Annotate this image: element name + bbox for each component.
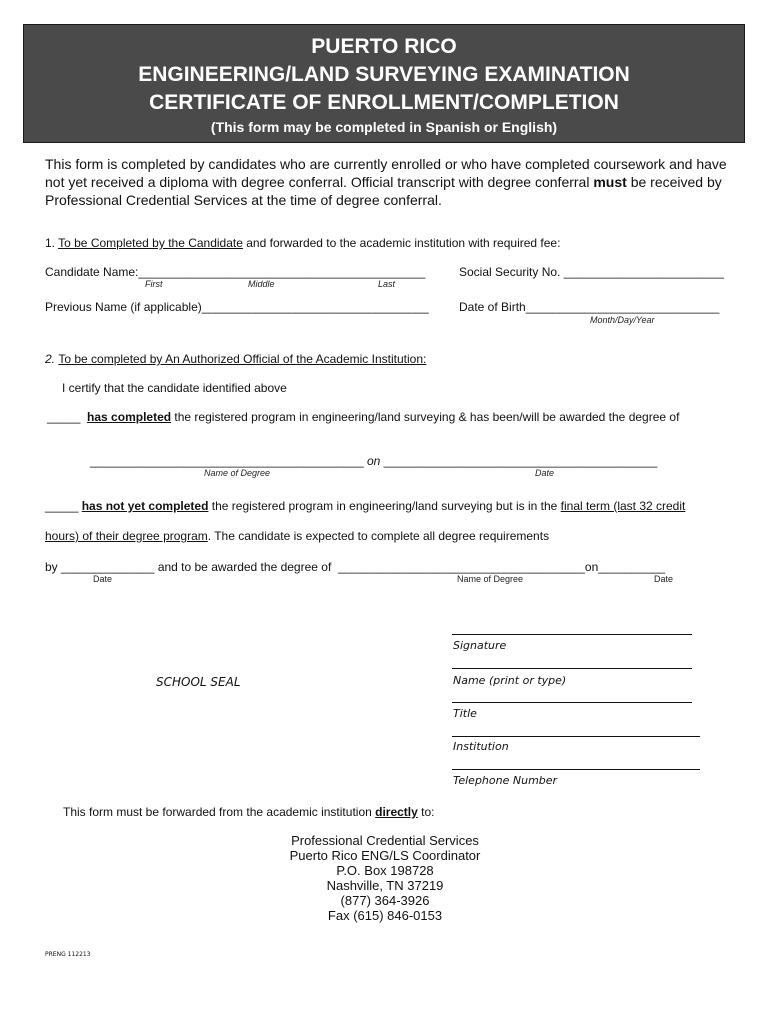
awarded-text: and to be awarded the degree of: [157, 560, 332, 574]
has-completed-label: has completed: [87, 410, 172, 424]
date-caption: Date: [535, 468, 555, 478]
not-yet-completed-label: has not yet completed: [81, 499, 209, 513]
previous-name-line[interactable]: __________________________________: [201, 300, 429, 314]
address-line-4: Nashville, TN 37219: [326, 878, 444, 893]
header-title-line1: PUERTO RICO: [311, 35, 457, 58]
hours-row: [45, 529, 549, 543]
previous-name-label: Previous Name (if applicable): [45, 300, 202, 314]
expected-degree-line[interactable]: _____________________________________: [337, 560, 585, 574]
candidate-name-label: Candidate Name:: [45, 265, 139, 279]
hours-underlined: hours) of their degree program: [45, 529, 208, 543]
has-completed-checkbox-line[interactable]: _____: [47, 410, 81, 424]
date-caption-2: Date: [93, 574, 113, 584]
section1-heading: [45, 236, 560, 250]
middle-caption: Middle: [248, 279, 275, 289]
by-word: by: [45, 560, 58, 574]
forward-to: to:: [417, 805, 435, 819]
degree-name-line[interactable]: _________________________________________: [90, 454, 364, 468]
header-subtitle: (This form may be completed in Spanish or English): [210, 119, 558, 135]
forward-directly: directly: [375, 805, 418, 819]
address-line-2: Puerto Rico ENG/LS Coordinator: [289, 848, 481, 863]
ssn-field[interactable]: [459, 265, 724, 279]
address-line-1: Professional Credential Services: [291, 833, 479, 848]
intro-emphasis: must: [593, 174, 627, 190]
degree-date-row: [90, 454, 657, 468]
intro-text-1: This form is completed by candidates who are currently enrolled or who have completed coursework and have not yet received a diploma with degree conferral. Official transcript with degree conferral: [45, 156, 727, 190]
signature-line[interactable]: [452, 634, 692, 635]
degree-date-line[interactable]: _________________________________________: [383, 454, 658, 468]
dob-caption: Month/Day/Year: [590, 315, 655, 325]
telephone-caption: Telephone Number: [453, 774, 558, 787]
has-completed-rest: the registered program in engineering/land surveying & has been/will be awarded the degree of: [171, 410, 680, 424]
institution-caption: Institution: [453, 740, 509, 753]
dob-line[interactable]: _____________________________: [525, 300, 720, 314]
award-date-line[interactable]: __________: [598, 560, 665, 574]
section1-heading-rest: and forwarded to the academic institution with required fee:: [242, 236, 561, 250]
signature-caption: Signature: [453, 639, 507, 652]
dob-label: Date of Birth: [459, 300, 526, 314]
has-completed-row: [47, 410, 679, 424]
address-line-5: (877) 364-3926: [340, 893, 430, 908]
forward-instruction: [63, 805, 435, 819]
completion-date-line[interactable]: ______________: [61, 560, 155, 574]
certify-statement: I certify that the candidate identified above: [62, 381, 287, 395]
address-line-6: Fax (615) 846-0153: [327, 908, 443, 923]
name-caption: Name (print or type): [453, 674, 567, 687]
date-caption-3: Date: [654, 574, 674, 584]
ssn-line[interactable]: ________________________: [563, 265, 724, 279]
expected-completion-row: [45, 560, 665, 574]
on-word-2: on: [584, 560, 599, 574]
not-yet-completed-checkbox-line[interactable]: _____: [45, 499, 79, 513]
not-yet-completed-rest: the registered program in engineering/land surveying but is in the: [208, 499, 561, 513]
section1-heading-underlined: To be Completed by the Candidate: [58, 236, 243, 250]
ssn-label: Social Security No.: [459, 265, 561, 279]
first-caption: First: [145, 279, 163, 289]
on-word: on: [366, 454, 381, 468]
address-line-3: P.O. Box 198728: [336, 863, 434, 878]
last-caption: Last: [378, 279, 396, 289]
final-term-text: final term (last 32 credit: [560, 499, 686, 513]
previous-name-field[interactable]: [45, 300, 429, 314]
candidate-name-line[interactable]: ___________________________________________: [138, 265, 426, 279]
dob-field[interactable]: [459, 300, 719, 314]
header-title-line2: ENGINEERING/LAND SURVEYING EXAMINATION: [138, 63, 630, 86]
section1-number: 1.: [45, 236, 59, 250]
section2-heading-underlined: To be completed by An Authorized Official of the Academic Institution:: [58, 352, 427, 366]
candidate-name-field[interactable]: [45, 265, 425, 279]
form-header: [23, 24, 745, 143]
title-line[interactable]: [452, 702, 692, 703]
name-of-degree-caption: Name of Degree: [204, 468, 271, 478]
hours-rest: . The candidate is expected to complete all degree requirements: [207, 529, 550, 543]
institution-line[interactable]: [452, 736, 700, 737]
intro-text-2: be received by Professional Credential Services at the time of degree conferral.: [45, 174, 722, 208]
form-code: PRENG 112213: [45, 951, 91, 958]
section2-number: 2.: [45, 352, 59, 366]
name-of-degree-caption-2: Name of Degree: [457, 574, 524, 584]
intro-paragraph: [45, 155, 735, 209]
not-yet-completed-row: [45, 499, 685, 513]
section2-heading: [45, 352, 426, 366]
school-seal-label: SCHOOL SEAL: [156, 675, 241, 689]
name-line[interactable]: [452, 668, 692, 669]
header-title-line3: CERTIFICATE OF ENROLLMENT/COMPLETION: [149, 91, 619, 114]
title-caption: Title: [453, 707, 477, 720]
telephone-line[interactable]: [452, 769, 700, 770]
forward-text: This form must be forwarded from the academic institution: [63, 805, 376, 819]
